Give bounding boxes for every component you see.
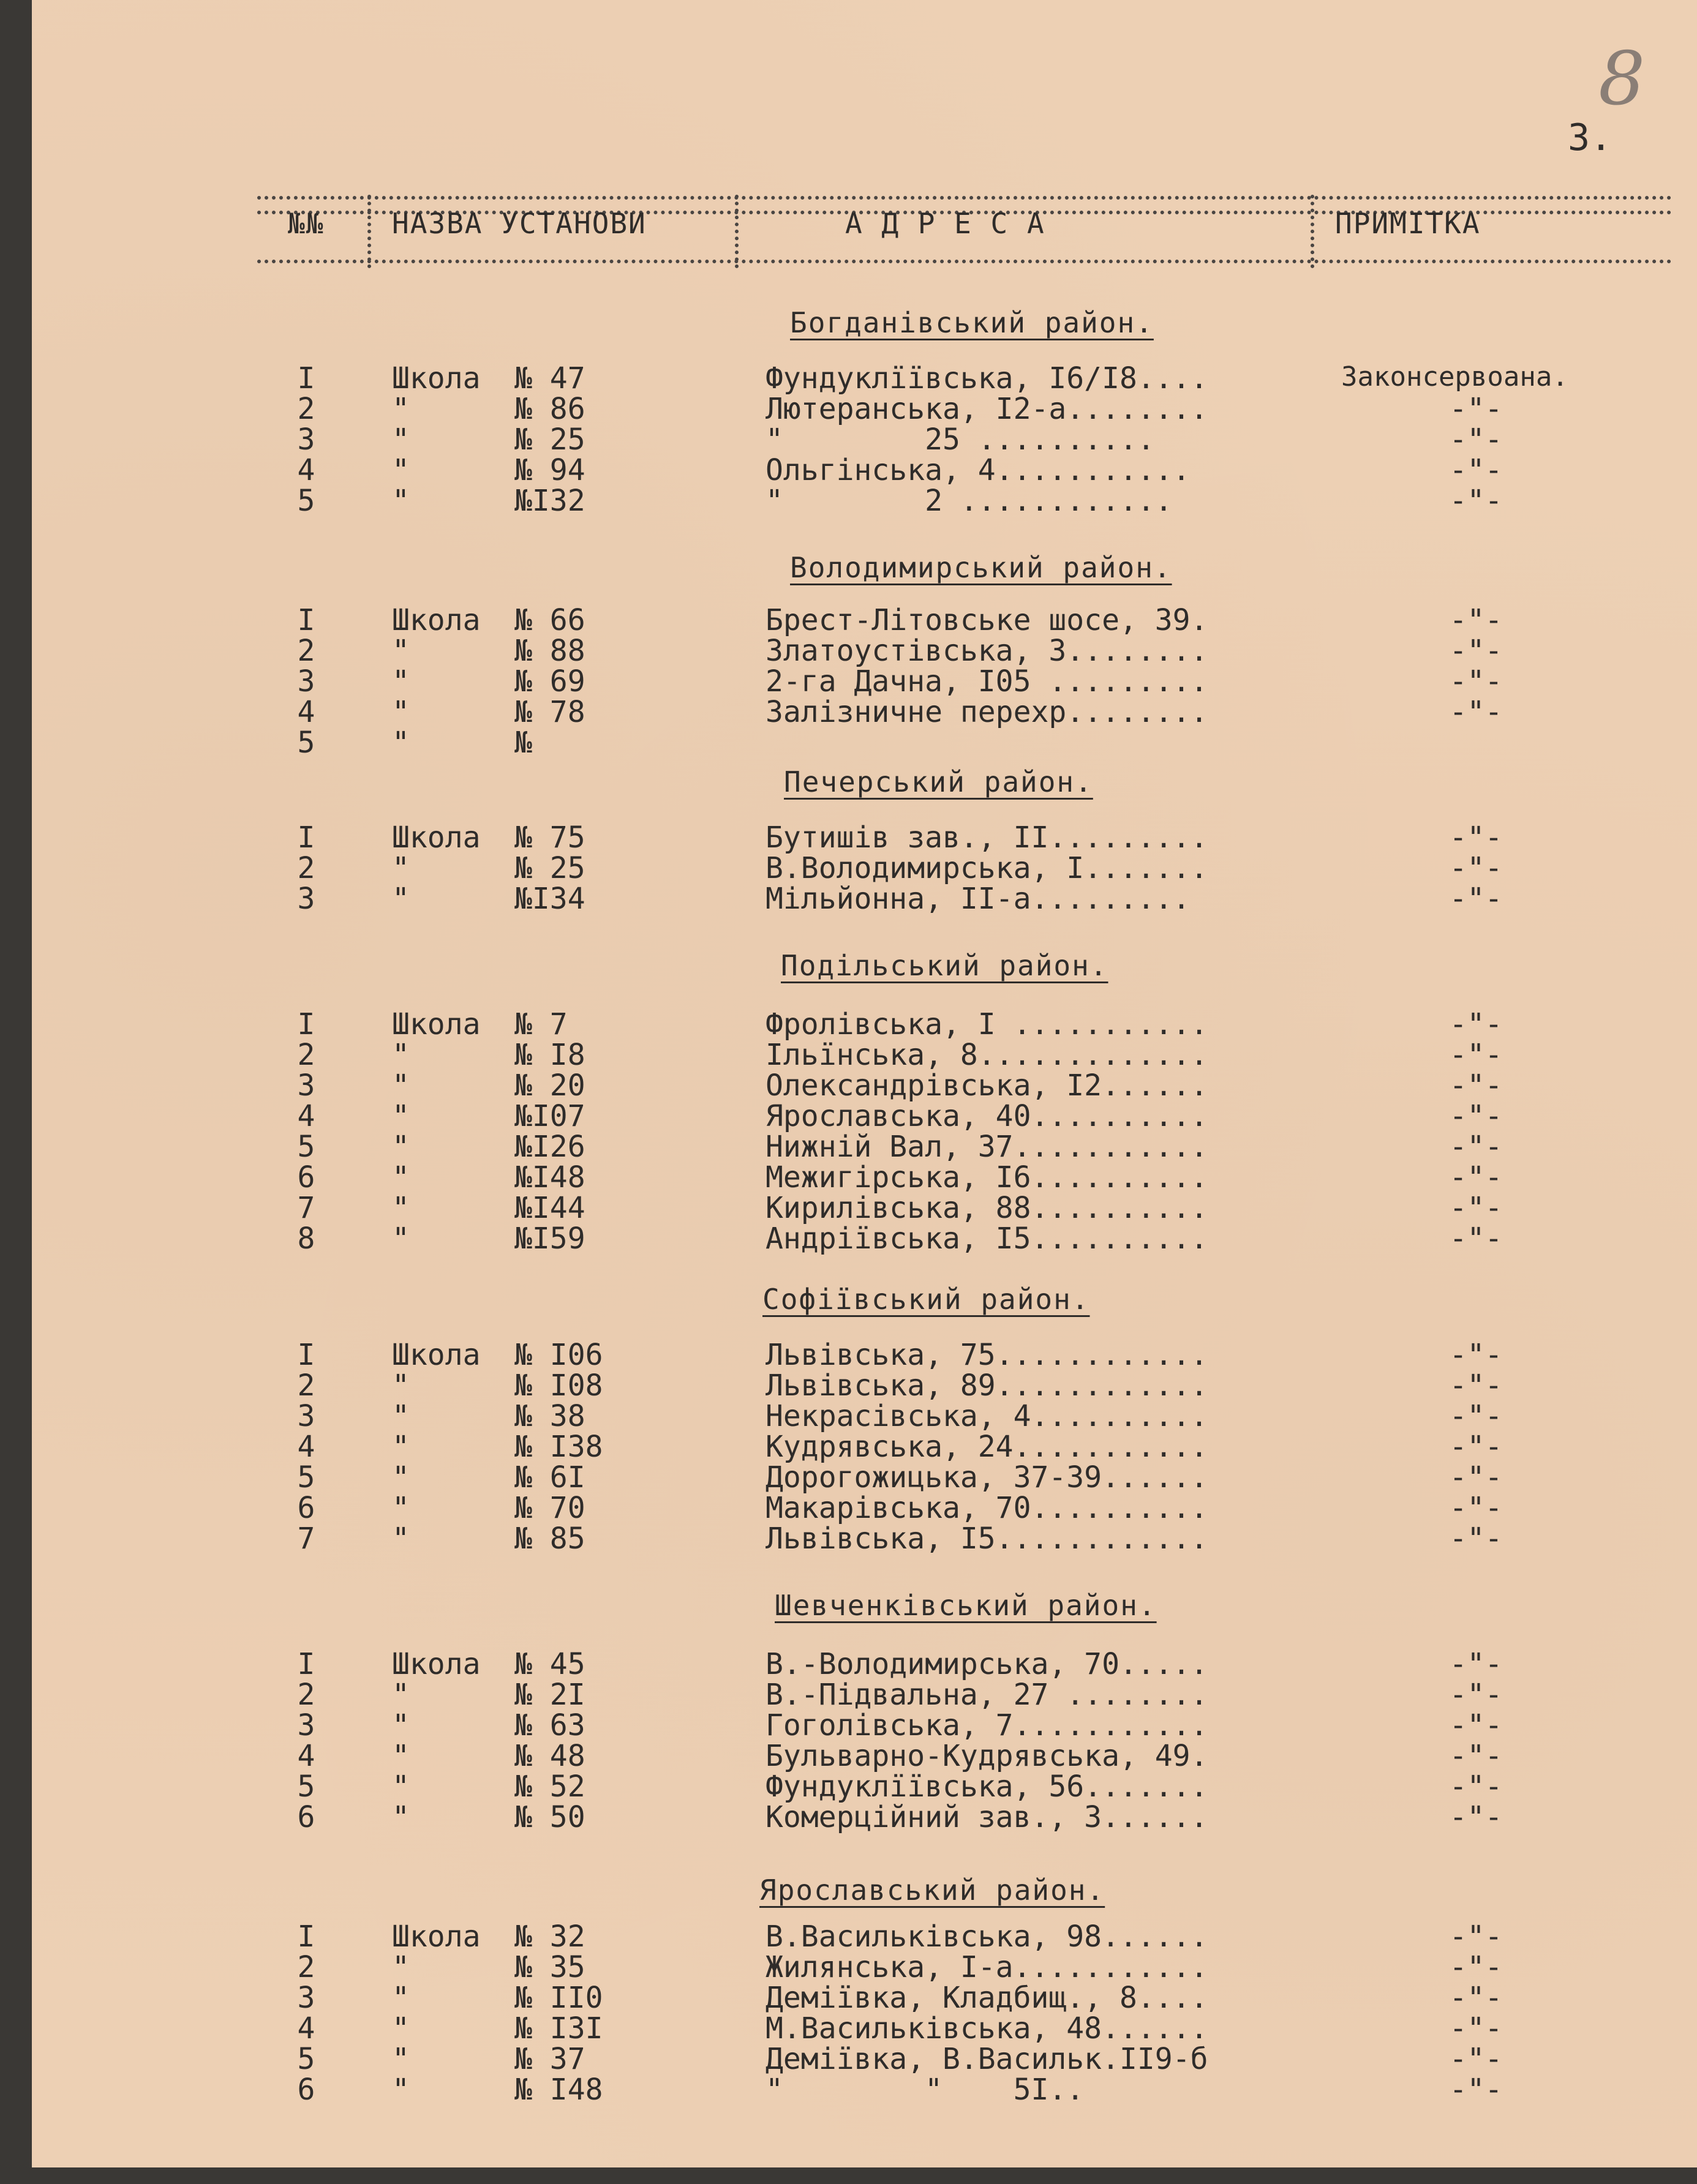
row-number: 3 (297, 664, 315, 699)
address: Брест-Літовське шосе, 39. (766, 603, 1208, 637)
address: Комерційний зав., 3...... (766, 1800, 1208, 1834)
institution-type: " (392, 2011, 410, 2046)
row-number: 5 (297, 726, 315, 760)
institution-type: " (392, 392, 410, 426)
row-number: 6 (297, 1160, 315, 1195)
institution-type: " (392, 1038, 410, 1072)
institution-type: " (392, 664, 410, 699)
row-number: 2 (297, 634, 315, 668)
address: Деміївка, Кладбищ., 8.... (766, 1981, 1208, 2015)
school-number: № 7 (514, 1007, 568, 1041)
row-number: 5 (297, 1769, 315, 1804)
address: Златоустівська, 3........ (766, 634, 1208, 668)
header-institution-name: НАЗВА УСТАНОВИ (392, 207, 647, 240)
school-number: № I38 (514, 1430, 603, 1464)
table-row (0, 1160, 1697, 1195)
table-row (0, 1191, 1697, 1225)
row-number: 6 (297, 1491, 315, 1525)
institution-type: " (392, 1800, 410, 1834)
note: -"- (1449, 1981, 1503, 2015)
table-row (0, 2042, 1697, 2076)
row-number: I (297, 361, 315, 396)
row-number: 4 (297, 1739, 315, 1773)
institution-type: " (392, 1708, 410, 1743)
header-address: А Д Р Е С А (845, 207, 1045, 240)
note: -"- (1449, 1950, 1503, 1984)
district-title: Богданівський район. (790, 306, 1154, 339)
note: -"- (1449, 1647, 1503, 1681)
table-row (0, 851, 1697, 885)
note: -"- (1449, 1522, 1503, 1556)
school-number: № 37 (514, 2042, 585, 2076)
address: Львівська, 75............ (766, 1338, 1208, 1372)
row-number: 2 (297, 1950, 315, 1984)
address: Лютеранська, I2-а........ (766, 392, 1208, 426)
row-number: 3 (297, 1981, 315, 2015)
address: " 25 .......... (766, 422, 1155, 457)
table-row (0, 2011, 1697, 2046)
note: -"- (1449, 1068, 1503, 1103)
school-number: № 47 (514, 361, 585, 396)
address: Бульварно-Кудрявська, 49. (766, 1739, 1208, 1773)
address: Кирилівська, 88.......... (766, 1191, 1208, 1225)
institution-type: " (392, 422, 410, 457)
note: -"- (1449, 1038, 1503, 1072)
table-row (0, 1950, 1697, 1984)
school-number: № 38 (514, 1399, 585, 1433)
table-row (0, 603, 1697, 637)
district-title: Ярославський район. (759, 1874, 1105, 1907)
row-number: I (297, 1919, 315, 1954)
note: -"- (1449, 1769, 1503, 1804)
institution-type: " (392, 1099, 410, 1133)
note: -"- (1449, 603, 1503, 637)
school-number: № I3I (514, 2011, 603, 2046)
institution-type: " (392, 1981, 410, 2015)
address: Львівська, I5............ (766, 1522, 1208, 1556)
note: -"- (1449, 2073, 1503, 2107)
pencil-page-number: 8 (1598, 37, 1646, 122)
address: В.-Підвальна, 27 ........ (766, 1678, 1208, 1712)
institution-type: Школа (392, 1919, 481, 1954)
table-row (0, 1430, 1697, 1464)
institution-type: " (392, 1491, 410, 1525)
note: -"- (1449, 2011, 1503, 2046)
note: -"- (1449, 664, 1503, 699)
note: -"- (1449, 1460, 1503, 1495)
row-number: I (297, 1338, 315, 1372)
institution-type: " (392, 1678, 410, 1712)
row-number: 2 (297, 1038, 315, 1072)
table-row (0, 1739, 1697, 1773)
table-row (0, 1007, 1697, 1041)
note: -"- (1449, 1678, 1503, 1712)
school-number: № 20 (514, 1068, 585, 1103)
row-number: 7 (297, 1522, 315, 1556)
note: -"- (1449, 695, 1503, 729)
school-number: № 35 (514, 1950, 585, 1984)
school-number: № 48 (514, 1739, 585, 1773)
row-number: 8 (297, 1221, 315, 1256)
school-number: № 25 (514, 422, 585, 457)
header-number: №№ (288, 207, 325, 240)
column-separator (367, 195, 371, 268)
note: -"- (1449, 2042, 1503, 2076)
address: Ярославська, 40.......... (766, 1099, 1208, 1133)
row-number: 4 (297, 1430, 315, 1464)
school-number: № 86 (514, 392, 585, 426)
institution-type: " (392, 851, 410, 885)
school-number: № (514, 726, 532, 760)
school-number: №I07 (514, 1099, 585, 1133)
institution-type: Школа (392, 1647, 481, 1681)
table-row (0, 361, 1697, 396)
table-row (0, 1099, 1697, 1133)
table-row (0, 1769, 1697, 1804)
school-number: № 75 (514, 820, 585, 855)
institution-type: " (392, 726, 410, 760)
note: -"- (1449, 1708, 1503, 1743)
district-title: Печерський район. (784, 765, 1093, 798)
address: Олександрівська, I2...... (766, 1068, 1208, 1103)
row-number: 5 (297, 484, 315, 518)
institution-type: " (392, 1739, 410, 1773)
institution-type: Школа (392, 1007, 481, 1041)
school-number: № 63 (514, 1708, 585, 1743)
school-number: № I8 (514, 1038, 585, 1072)
school-number: № 78 (514, 695, 585, 729)
column-separator (1311, 195, 1314, 268)
school-number: № 50 (514, 1800, 585, 1834)
school-number: №I59 (514, 1221, 585, 1256)
table-row (0, 392, 1697, 426)
address: Фролівська, I ........... (766, 1007, 1208, 1041)
institution-type: " (392, 634, 410, 668)
row-number: 7 (297, 1191, 315, 1225)
row-number: 6 (297, 2073, 315, 2107)
table-row (0, 484, 1697, 518)
address: Андріївська, I5.......... (766, 1221, 1208, 1256)
row-number: I (297, 820, 315, 855)
institution-type: " (392, 1769, 410, 1804)
header-note: ПРИМІТКА (1335, 207, 1481, 240)
note: -"- (1449, 1430, 1503, 1464)
institution-type: " (392, 882, 410, 916)
school-number: № 45 (514, 1647, 585, 1681)
school-number: № II0 (514, 1981, 603, 2015)
table-row (0, 453, 1697, 487)
row-number: 4 (297, 695, 315, 729)
header-rule-top (257, 196, 1672, 200)
school-number: № 85 (514, 1522, 585, 1556)
address: Львівська, 89............ (766, 1368, 1208, 1403)
table-row (0, 1460, 1697, 1495)
school-number: № 94 (514, 453, 585, 487)
address: Залізничне перехр........ (766, 695, 1208, 729)
institution-type: " (392, 1950, 410, 1984)
table-row (0, 695, 1697, 729)
address: В.Васильківська, 98...... (766, 1919, 1208, 1954)
row-number: 4 (297, 2011, 315, 2046)
school-number: № 25 (514, 851, 585, 885)
address: Дорогожицька, 37-39...... (766, 1460, 1208, 1495)
note: -"- (1449, 882, 1503, 916)
address: Межигірська, I6.......... (766, 1160, 1208, 1195)
row-number: I (297, 1647, 315, 1681)
row-number: 2 (297, 392, 315, 426)
row-number: 2 (297, 1678, 315, 1712)
institution-type: " (392, 2042, 410, 2076)
school-number: № 2I (514, 1678, 585, 1712)
address: Ольгінська, 4........... (766, 453, 1191, 487)
header-rule-bottom (257, 260, 1672, 263)
note: Законсервоана. (1341, 361, 1568, 392)
school-number: № 32 (514, 1919, 585, 1954)
note: -"- (1449, 1919, 1503, 1954)
note: -"- (1449, 1491, 1503, 1525)
address: Макарівська, 70.......... (766, 1491, 1208, 1525)
note: -"- (1449, 422, 1503, 457)
table-row (0, 1678, 1697, 1712)
table-row (0, 1221, 1697, 1256)
row-number: 5 (297, 1130, 315, 1164)
institution-type: " (392, 1368, 410, 1403)
row-number: 6 (297, 1800, 315, 1834)
school-number: №I26 (514, 1130, 585, 1164)
institution-type: " (392, 453, 410, 487)
row-number: 3 (297, 1399, 315, 1433)
institution-type: " (392, 695, 410, 729)
table-row (0, 1919, 1697, 1954)
institution-type: " (392, 1430, 410, 1464)
institution-type: " (392, 2073, 410, 2107)
address: М.Васильківська, 48...... (766, 2011, 1208, 2046)
table-row (0, 1708, 1697, 1743)
address: В.Володимирська, I....... (766, 851, 1208, 885)
row-number: 3 (297, 882, 315, 916)
table-row (0, 634, 1697, 668)
institution-type: Школа (392, 820, 481, 855)
table-row (0, 422, 1697, 457)
note: -"- (1449, 1399, 1503, 1433)
table-row (0, 1068, 1697, 1103)
note: -"- (1449, 453, 1503, 487)
institution-type: " (392, 484, 410, 518)
row-number: 5 (297, 1460, 315, 1495)
school-number: №I32 (514, 484, 585, 518)
district-title: Володимирський район. (790, 551, 1172, 584)
school-number: № I48 (514, 2073, 603, 2107)
school-number: № 52 (514, 1769, 585, 1804)
table-row (0, 1800, 1697, 1834)
note: -"- (1449, 1338, 1503, 1372)
address: Кудрявська, 24........... (766, 1430, 1208, 1464)
school-number: № I06 (514, 1338, 603, 1372)
address: Гоголівська, 7........... (766, 1708, 1208, 1743)
institution-type: " (392, 1522, 410, 1556)
address: Фундуклїївська, I6/I8.... (766, 361, 1208, 396)
note: -"- (1449, 634, 1503, 668)
table-row (0, 1038, 1697, 1072)
row-number: 2 (297, 851, 315, 885)
institution-type: Школа (392, 361, 481, 396)
address: " 2 ............ (766, 484, 1173, 518)
school-number: №I34 (514, 882, 585, 916)
table-row (0, 882, 1697, 916)
note: -"- (1449, 1160, 1503, 1195)
address: Жилянська, I-а........... (766, 1950, 1208, 1984)
scan-background (0, 2167, 1697, 2184)
note: -"- (1449, 1800, 1503, 1834)
table-row (0, 1368, 1697, 1403)
institution-type: " (392, 1068, 410, 1103)
table-row (0, 1522, 1697, 1556)
address: Деміївка, В.Васильк.II9-б (766, 2042, 1208, 2076)
note: -"- (1449, 1368, 1503, 1403)
table-row (0, 1130, 1697, 1164)
address: " " 5I.. (766, 2073, 1085, 2107)
row-number: I (297, 603, 315, 637)
school-number: №I48 (514, 1160, 585, 1195)
district-title: Софіївський район. (762, 1283, 1090, 1316)
institution-type: " (392, 1130, 410, 1164)
school-number: № 70 (514, 1491, 585, 1525)
row-number: 5 (297, 2042, 315, 2076)
note: -"- (1449, 392, 1503, 426)
table-row (0, 1491, 1697, 1525)
row-number: 4 (297, 453, 315, 487)
institution-type: " (392, 1221, 410, 1256)
note: -"- (1449, 820, 1503, 855)
table-row (0, 726, 1697, 760)
table-row (0, 1399, 1697, 1433)
note: -"- (1449, 1099, 1503, 1133)
table-row (0, 1647, 1697, 1681)
note: -"- (1449, 1007, 1503, 1041)
row-number: I (297, 1007, 315, 1041)
institution-type: " (392, 1399, 410, 1433)
row-number: 3 (297, 1708, 315, 1743)
row-number: 3 (297, 422, 315, 457)
address: 2-га Дачна, I05 ......... (766, 664, 1208, 699)
table-row (0, 820, 1697, 855)
institution-type: Школа (392, 603, 481, 637)
note: -"- (1449, 484, 1503, 518)
note: -"- (1449, 851, 1503, 885)
address: Нижній Вал, 37........... (766, 1130, 1208, 1164)
institution-type: " (392, 1191, 410, 1225)
row-number: 3 (297, 1068, 315, 1103)
row-number: 2 (297, 1368, 315, 1403)
typed-page-number: 3. (1568, 116, 1612, 159)
address: Фундуклїївська, 56....... (766, 1769, 1208, 1804)
school-number: № I08 (514, 1368, 603, 1403)
table-row (0, 1338, 1697, 1372)
table-row (0, 2073, 1697, 2107)
address: Некрасівська, 4.......... (766, 1399, 1208, 1433)
school-number: № 69 (514, 664, 585, 699)
school-number: № 66 (514, 603, 585, 637)
address: В.-Володимирська, 70..... (766, 1647, 1208, 1681)
institution-type: " (392, 1460, 410, 1495)
table-row (0, 664, 1697, 699)
address: Бутишів зав., II......... (766, 820, 1208, 855)
row-number: 4 (297, 1099, 315, 1133)
school-number: № 6I (514, 1460, 585, 1495)
institution-type: " (392, 1160, 410, 1195)
address: Ільїнська, 8............. (766, 1038, 1208, 1072)
note: -"- (1449, 1191, 1503, 1225)
column-separator (735, 195, 739, 268)
note: -"- (1449, 1130, 1503, 1164)
institution-type: Школа (392, 1338, 481, 1372)
note: -"- (1449, 1739, 1503, 1773)
district-title: Подільський район. (781, 949, 1108, 982)
address: Мільйонна, II-а......... (766, 882, 1191, 916)
school-number: №I44 (514, 1191, 585, 1225)
district-title: Шевченківський район. (775, 1589, 1157, 1622)
table-row (0, 1981, 1697, 2015)
note: -"- (1449, 1221, 1503, 1256)
school-number: № 88 (514, 634, 585, 668)
